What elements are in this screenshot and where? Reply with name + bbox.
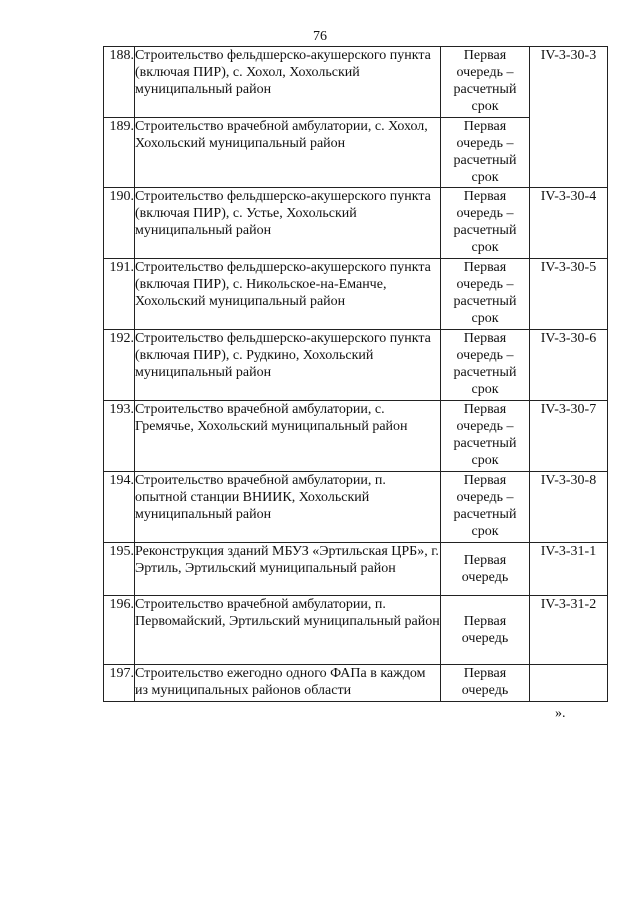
- measure-code: [530, 665, 608, 702]
- measure-name: Реконструкция зданий МБУЗ «Эртильская ЦРБ», г. Эртиль, Эртильский муниципальный район: [135, 543, 441, 596]
- measure-code: IV-3-30-8: [530, 472, 608, 543]
- implementation-stage: Первая очередь – расчетный срок: [441, 401, 530, 472]
- table-row: [104, 259, 608, 330]
- implementation-stage: Первая очередь: [441, 543, 530, 596]
- closing-quote: ».: [555, 706, 566, 721]
- measure-name: Строительство фельдшерско-акушерского пункта (включая ПИР), с. Рудкино, Хохольский муниципальный район: [135, 330, 441, 401]
- table-row: [104, 330, 608, 401]
- measure-name: Строительство врачебной амбулатории, с. Хохол, Хохольский муниципальный район: [135, 118, 441, 188]
- implementation-stage: Первая очередь: [441, 596, 530, 665]
- implementation-stage: Первая очередь – расчетный срок: [441, 47, 530, 118]
- measure-code: IV-3-31-2: [530, 596, 608, 665]
- page-number: 76: [313, 29, 327, 44]
- measure-name: Строительство ежегодно одного ФАПа в каждом из муниципальных районов области: [135, 665, 441, 702]
- measure-code: IV-3-30-4: [530, 188, 608, 259]
- row-number: 197.: [104, 665, 135, 702]
- table-row: [104, 543, 608, 596]
- row-number: 194.: [104, 472, 135, 543]
- measure-code: IV-3-30-3: [530, 47, 608, 188]
- row-number: 188.: [104, 47, 135, 118]
- row-number: 191.: [104, 259, 135, 330]
- implementation-stage: Первая очередь – расчетный срок: [441, 118, 530, 188]
- table-row: [104, 401, 608, 472]
- table-row: [104, 188, 608, 259]
- measure-code: IV-3-30-5: [530, 259, 608, 330]
- row-number: 189.: [104, 118, 135, 188]
- implementation-stage: Первая очередь – расчетный срок: [441, 472, 530, 543]
- measure-code: IV-3-31-1: [530, 543, 608, 596]
- table-row: [104, 665, 608, 702]
- measure-name: Строительство фельдшерско-акушерского пункта (включая ПИР), с. Хохол, Хохольский муниципальный район: [135, 47, 441, 118]
- row-number: 190.: [104, 188, 135, 259]
- row-number: 193.: [104, 401, 135, 472]
- table-row: [104, 596, 608, 665]
- measure-name: Строительство фельдшерско-акушерского пункта (включая ПИР), с. Устье, Хохольский муниципальный район: [135, 188, 441, 259]
- row-number: 192.: [104, 330, 135, 401]
- measure-name: Строительство фельдшерско-акушерского пункта (включая ПИР), с. Никольское-на-Еманче, Хохольский муниципальный район: [135, 259, 441, 330]
- implementation-stage: Первая очередь: [441, 665, 530, 702]
- row-number: 195.: [104, 543, 135, 596]
- table-row: [104, 472, 608, 543]
- row-number: 196.: [104, 596, 135, 665]
- implementation-stage: Первая очередь – расчетный срок: [441, 188, 530, 259]
- implementation-stage: Первая очередь – расчетный срок: [441, 330, 530, 401]
- measure-code: IV-3-30-7: [530, 401, 608, 472]
- implementation-stage: Первая очередь – расчетный срок: [441, 259, 530, 330]
- table-row: [104, 47, 608, 118]
- measure-name: Строительство врачебной амбулатории, п. Первомайский, Эртильский муниципальный район: [135, 596, 441, 665]
- measure-code: IV-3-30-6: [530, 330, 608, 401]
- measure-name: Строительство врачебной амбулатории, с. Гремячье, Хохольский муниципальный район: [135, 401, 441, 472]
- measure-name: Строительство врачебной амбулатории, п. опытной станции ВНИИК, Хохольский муниципальный район: [135, 472, 441, 543]
- measures-table: [103, 46, 608, 702]
